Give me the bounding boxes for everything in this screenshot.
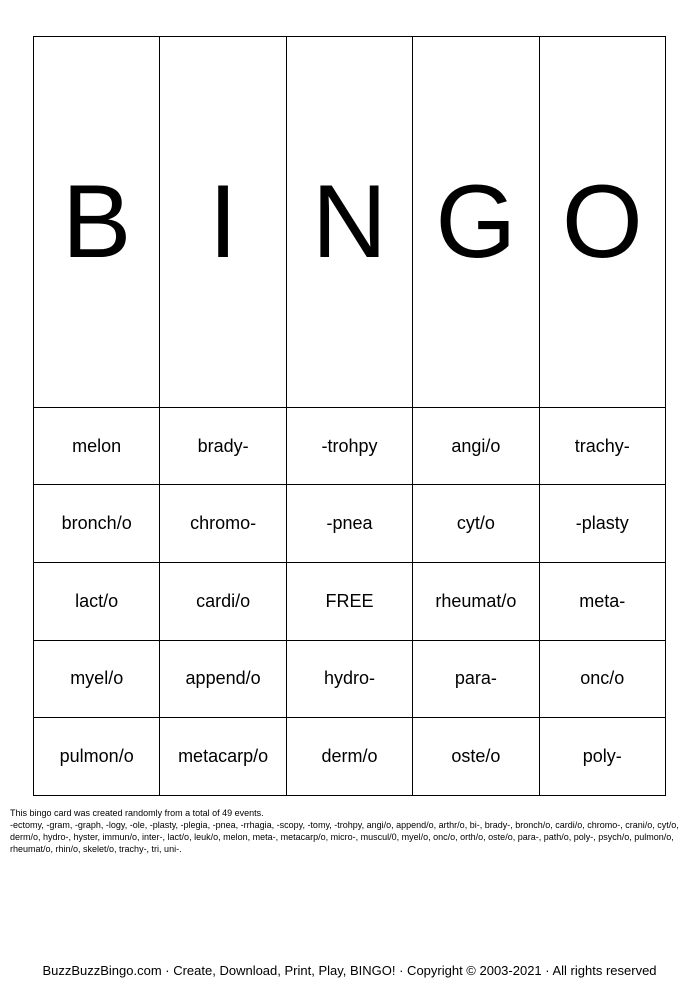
card-cell: -trohpy bbox=[286, 407, 412, 485]
card-cell: cyt/o bbox=[413, 485, 539, 563]
card-cell: trachy- bbox=[539, 407, 665, 485]
card-row-3 bbox=[34, 562, 666, 640]
bingo-card bbox=[33, 36, 666, 796]
card-cell: oste/o bbox=[413, 718, 539, 796]
card-cell: brady- bbox=[160, 407, 286, 485]
card-cell: -plasty bbox=[539, 485, 665, 563]
card-row-4 bbox=[34, 640, 666, 718]
description-intro: This bingo card was created randomly from a total of 49 events. bbox=[10, 808, 264, 818]
card-cell: lact/o bbox=[34, 562, 160, 640]
card-description bbox=[10, 807, 690, 855]
header-row bbox=[34, 37, 666, 408]
header-letter-b: B bbox=[34, 37, 160, 408]
card-cell: poly- bbox=[539, 718, 665, 796]
card-row-2 bbox=[34, 485, 666, 563]
card-cell: hydro- bbox=[286, 640, 412, 718]
page-footer: BuzzBuzzBingo.com · Create, Download, Print, Play, BINGO! · Copyright © 2003-2021 · All rights reserved bbox=[42, 963, 657, 978]
card-cell: myel/o bbox=[34, 640, 160, 718]
card-cell: para- bbox=[413, 640, 539, 718]
card-cell: pulmon/o bbox=[34, 718, 160, 796]
header-letter-g: G bbox=[413, 37, 539, 408]
card-cell: chromo- bbox=[160, 485, 286, 563]
free-space-cell: FREE bbox=[286, 562, 412, 640]
header-letter-i: I bbox=[160, 37, 286, 408]
header-letter-o: O bbox=[539, 37, 665, 408]
card-row-1 bbox=[34, 407, 666, 485]
card-cell: -pnea bbox=[286, 485, 412, 563]
card-cell: append/o bbox=[160, 640, 286, 718]
description-events: -ectomy, -gram, -graph, -logy, -ole, -plasty, -plegia, -pnea, -rrhagia, -scopy, -tomy, -trohpy, angi/o, append/o, arthr/o, bi-, brady-, bronch/o, cardi/o, chromo-, crani/o, cyt/o, derm/o, hydro-, hyster, immun/o, inter-, lact/o, leuk/o, melon, meta-, metacarp/o, micro-, muscul/0, myel/o, onc/o, orth/o, oste/o, para-, path/o, poly-, psych/o, pulmon/o, rheumat/o, rhin/o, skelet/o, trachy-, tri, uni-. bbox=[10, 820, 679, 854]
header-letter-n: N bbox=[286, 37, 412, 408]
card-cell: meta- bbox=[539, 562, 665, 640]
card-cell: angi/o bbox=[413, 407, 539, 485]
card-cell: metacarp/o bbox=[160, 718, 286, 796]
card-cell: bronch/o bbox=[34, 485, 160, 563]
card-cell: derm/o bbox=[286, 718, 412, 796]
card-cell: onc/o bbox=[539, 640, 665, 718]
card-cell: cardi/o bbox=[160, 562, 286, 640]
card-row-5 bbox=[34, 718, 666, 796]
card-cell: melon bbox=[34, 407, 160, 485]
card-cell: rheumat/o bbox=[413, 562, 539, 640]
